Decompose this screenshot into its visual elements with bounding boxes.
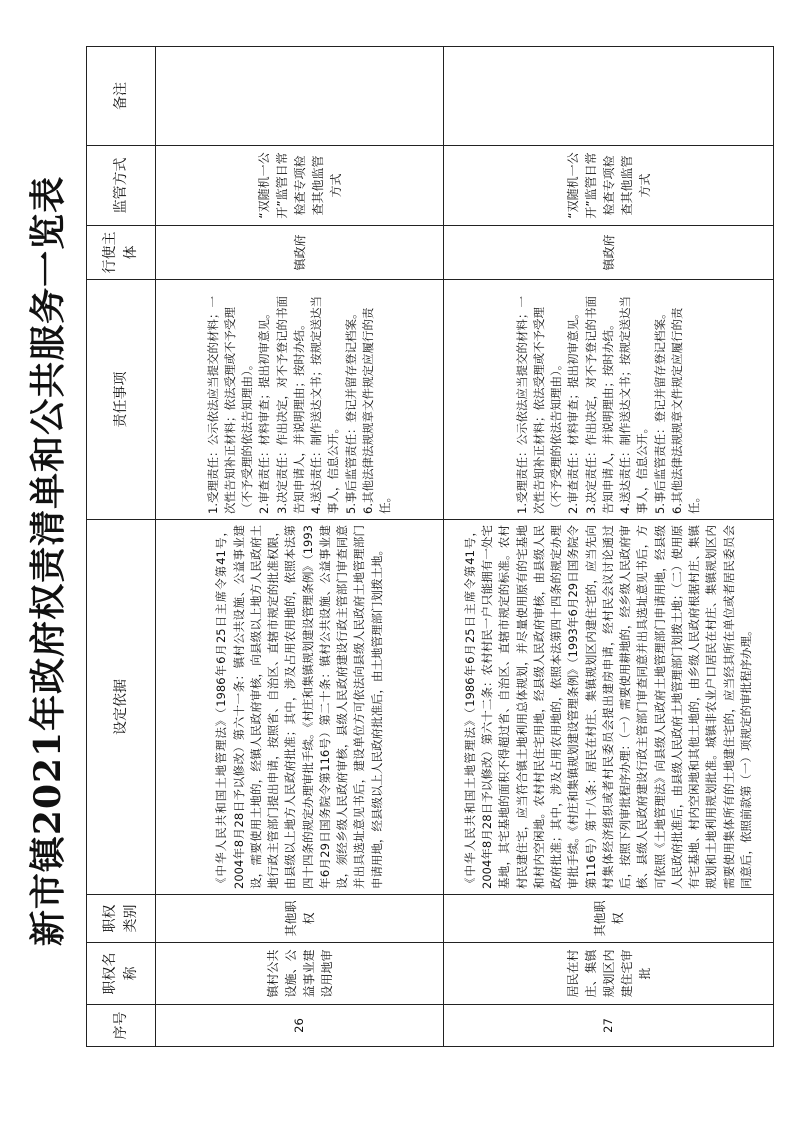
row-subject: 镇政府	[444, 226, 774, 280]
table-row	[444, 47, 774, 1047]
row-duty	[156, 280, 444, 520]
row-seq: 27	[444, 1005, 774, 1047]
header-subject: 行使主体	[87, 226, 156, 280]
row-supervise: “双随机一公开”监管日常检查专项检查其他监管方式	[444, 146, 774, 226]
duty-item: 1.受理责任：公示依法应当提交的材料；一次性告知补正材料；依法受理或不予受理（不予受理的依法告知理由）。	[205, 296, 255, 514]
header-supervise: 监管方式	[87, 146, 156, 226]
duty-item: 5.事后监管责任：登记并留存登记档案。	[652, 307, 667, 514]
duty-item: 2.审查责任：材料审查；提出初审意见。	[566, 307, 581, 514]
row-name: 镇村公共设施、公益事业建设用地审	[156, 943, 444, 1005]
row-seq: 26	[156, 1005, 444, 1047]
duty-item: 6.其他法律法规规章文件规定应履行的责任。	[360, 307, 393, 514]
duty-item: 4.送达责任：制作送达文书；按规定送达当事人，信息公开。	[618, 296, 650, 514]
row-basis: 《中华人民共和国土地管理法》（1986年6月25日主席令第41号，2004年8月28日予以修改）第六十一条：镇村公共设施、公益事业建设，需要使用土地的，经镇人民政府审核，向县级以上地方人民政府土地行政主管部门提出申请，按照省、自治区、直辖市规定的批准权限，由县级以上地方人民政府批准；其中，涉及占用农用地的，依照本法第四十四条的规定办理审批手续。《村庄和集镇规划建设管理条例》（1993年6月29日国务院令第116号）第二十条：镇村公共设施、公益事业建设，须经乡级人民政府审核，县级人民政府建设行政主管部门审查同意并出具选址意见书后，建设单位方可依法向县级人民政府土地管理部门申请用地，经县级以上人民政府批准后，由土地管理部门划拨土地。	[156, 520, 444, 895]
row-note	[156, 47, 444, 146]
header-name: 职权名称	[87, 943, 156, 1005]
row-supervise: “双随机一公开”监管日常检查专项检查其他监管方式	[156, 146, 444, 226]
duty-item: 2.审查责任：材料审查；提出初审意见。	[257, 307, 272, 514]
row-subject: 镇政府	[156, 226, 444, 280]
table-row	[156, 47, 444, 1047]
row-category: 其他职权	[156, 895, 444, 943]
duty-item: 3.决定责任：作出决定，对不予登记的书面告知申请人，并说明理由；按时办结。	[583, 296, 615, 514]
duty-item: 6.其他法律法规规章文件规定应履行的责任。	[669, 307, 702, 514]
header-duty: 责任事项	[87, 280, 156, 520]
row-note	[444, 47, 774, 146]
duty-item: 5.事后监管责任：登记并留存登记档案。	[343, 307, 358, 514]
row-name: 居民在村庄、集镇规划区内建住宅审批	[444, 943, 774, 1005]
duty-item: 4.送达责任：制作送达文书；按规定送达当事人，信息公开。	[309, 296, 341, 514]
header-seq: 序号	[87, 1005, 156, 1047]
header-basis: 设定依据	[87, 520, 156, 895]
page-title: 新市镇2021年政府权责清单和公共服务一览表	[27, 175, 69, 947]
power-list-table	[86, 46, 774, 1047]
header-category: 职权类别	[87, 895, 156, 943]
duty-item: 3.决定责任：作出决定，对不予登记的书面告知申请人，并说明理由；按时办结。	[274, 296, 306, 514]
table-header-row	[87, 47, 156, 1047]
header-note: 备注	[87, 47, 156, 146]
row-basis: 《中华人民共和国土地管理法》（1986年6月25日主席令第41号，2004年8月28日予以修改）第六十二条：农村村民一户只能拥有一处宅基地，其宅基地的面积不得超过省、自治区、直辖市规定的标准。农村村民建住宅，应当符合镇土地利用总体规划，并尽量使用原有的宅基地和村内空闲地。农村村民住宅用地，经县级人民政府审核，由县级人民政府批准；其中，涉及占用农用地的，依照本法第四十四条的规定办理审批手续。《村庄和集镇规划建设管理条例》（1993年6月29日国务院令第116号）第十八条：居民在村庄、集镇规划区内建住宅的，应当先向村集体经济组织或者村民委员会提出建房申请，经村民会议讨论通过后，按照下列审批程序办理：（一）需要使用耕地的，经乡级人民政府审核、县级人民政府建设行政主管部门审查同意并出具选址意见书后，方可依照《土地管理法》向县级人民政府土地管理部门申请用地，经县级人民政府批准后，由县级人民政府土地管理部门划拨土地；（二）使用原有宅基地、村内空闲地和其他土地的，由乡级人民政府根据村庄、集镇规划和土地利用规划批准。城镇非农业户口居民在村庄、集镇规划区内需要使用集体所有的土地建住宅的，应当经其所在单位或者居民委员会同意后，依照前款第（一）项规定的审批程序办理。	[444, 520, 774, 895]
row-duty	[444, 280, 774, 520]
row-category: 其他职权	[444, 895, 774, 943]
duty-item: 1.受理责任：公示依法应当提交的材料；一次性告知补正材料；依法受理或不予受理（不予受理的依法告知理由）。	[514, 296, 564, 514]
